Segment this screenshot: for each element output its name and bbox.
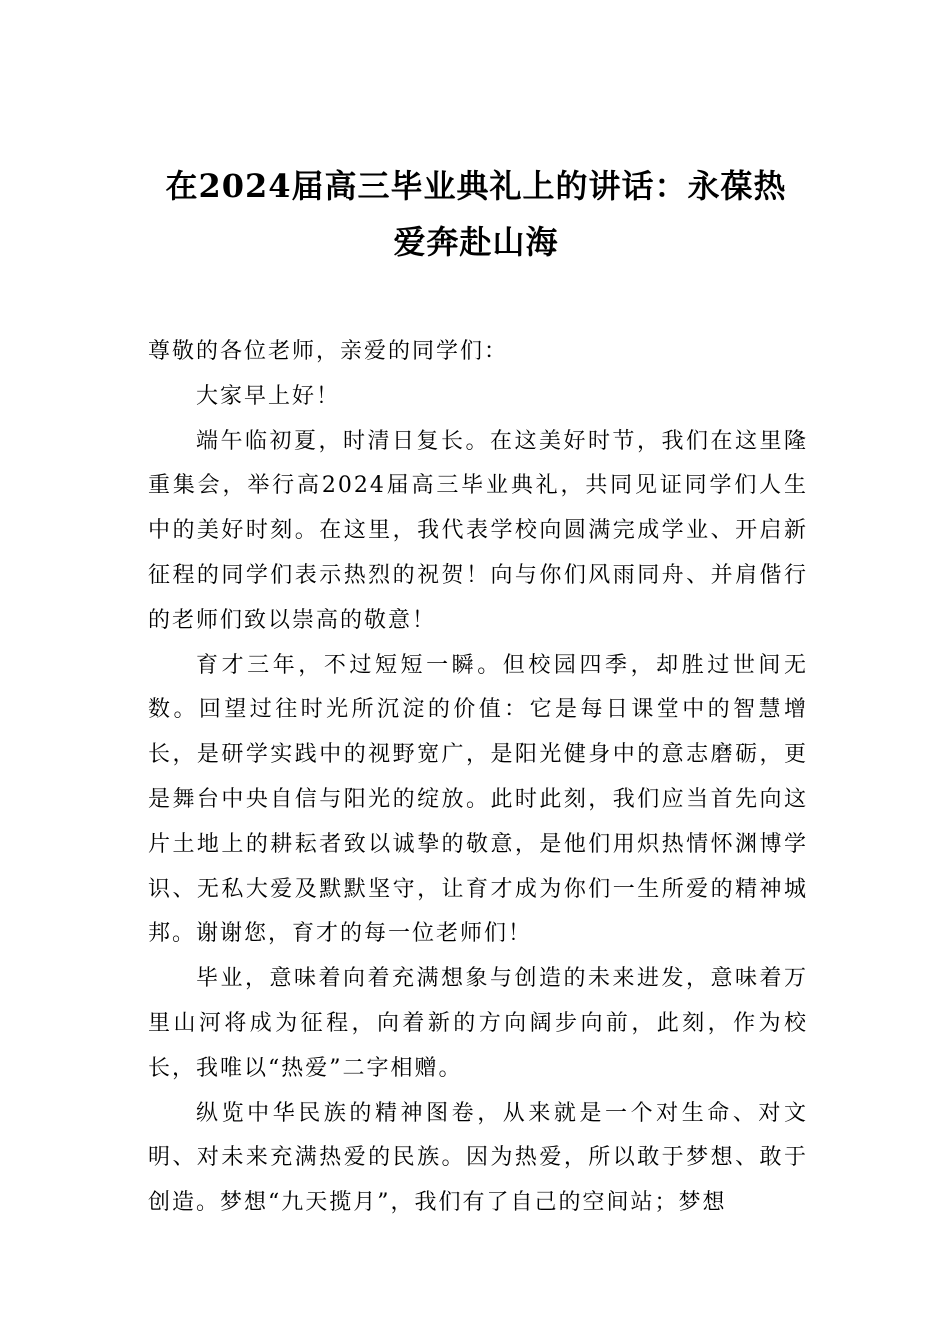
document-body xyxy=(148,330,808,1226)
paragraph-greeting: 大家早上好！ xyxy=(196,383,341,409)
paragraph: 毕业，意味着向着充满想象与创造的未来进发，意味着万里山河将成为征程，向着新的方向阔步向前，此刻，作为校长，我唯以“热爱”二字相赠。 xyxy=(148,966,808,1081)
document-title xyxy=(148,158,804,270)
paragraph: 端午临初夏，时清日复长。在这美好时节，我们在这里隆重集会，举行高2024届高三毕业典礼，共同见证同学们人生中的美好时刻。在这里，我代表学校向圆满完成学业、开启新征程的同学们表示热烈的祝贺！向与你们风雨同舟、并肩偕行的老师们致以崇高的敬意！ xyxy=(148,428,808,633)
title-line-2: 爱奔赴山海 xyxy=(393,223,559,261)
paragraph: 纵览中华民族的精神图卷，从来就是一个对生命、对文明、对未来充满热爱的民族。因为热爱，所以敢于梦想、敢于创造。梦想“九天揽月”，我们有了自己的空间站；梦想 xyxy=(148,1100,808,1216)
title-line-1: 在2024届高三毕业典礼上的讲话：永葆热 xyxy=(165,167,787,205)
paragraph: 育才三年，不过短短一瞬。但校园四季，却胜过世间无数。回望过往时光所沉淀的价值：它是每日课堂中的智慧增长，是研学实践中的视野宽广，是阳光健身中的意志磨砺，更是舞台中央自信与阳光的绽放。此时此刻，我们应当首先向这片土地上的耕耘者致以诚挚的敬意，是他们用炽热情怀渊博学识、无私大爱及默默坚守，让育才成为你们一生所爱的精神城邦。谢谢您，育才的每一位老师们！ xyxy=(148,652,808,947)
salutation: 尊敬的各位老师，亲爱的同学们： xyxy=(148,339,509,364)
